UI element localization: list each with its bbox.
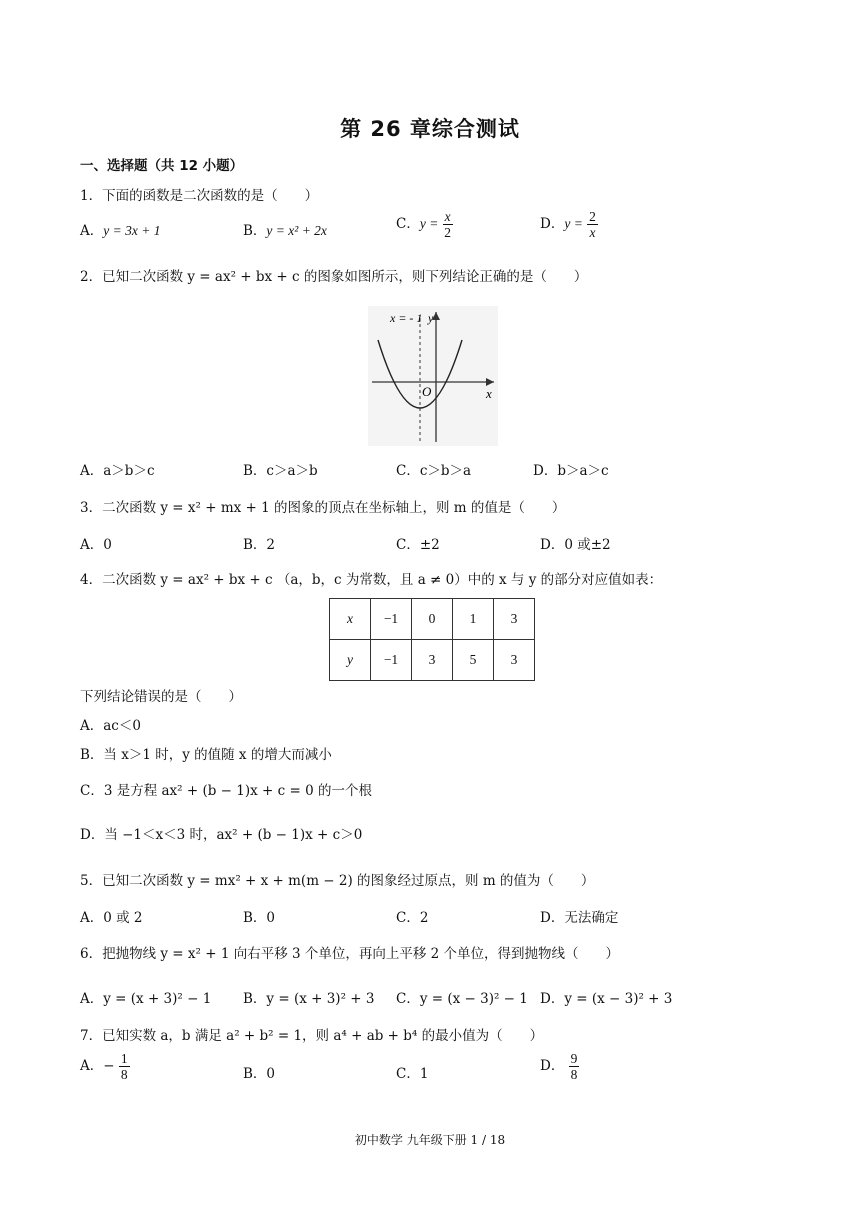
denominator: 8 <box>570 1067 578 1082</box>
question-3-stem: 3．二次函数 y = x² + mx + 1 的图象的顶点在坐标轴上，则 m 的值是（ ） <box>80 500 566 516</box>
q2-option-a: A．a＞b＞c <box>80 463 155 479</box>
table-cell: 1 <box>453 599 494 640</box>
x-axis-label: x <box>486 386 492 401</box>
fraction <box>569 1051 580 1082</box>
table-header-y: y <box>330 640 371 681</box>
q6-option-a: A．y = (x + 3)² − 1 <box>80 991 212 1007</box>
question-2-stem: 2．已知二次函数 y = ax² + bx + c 的图象如图所示，则下列结论正确的是（ ） <box>80 269 588 285</box>
numerator: x <box>444 209 451 224</box>
option-label: B． <box>243 223 267 239</box>
q2-option-c: C．c＞b＞a <box>396 463 472 479</box>
q5-option-d: D．无法确定 <box>540 910 619 926</box>
q3-option-a: A．0 <box>80 537 112 553</box>
q2-option-d: D．b＞a＞c <box>533 463 609 479</box>
figure-background <box>368 306 498 446</box>
q1-option-c <box>396 209 453 240</box>
table-cell: 3 <box>494 640 535 681</box>
numerator: 1 <box>120 1051 128 1066</box>
q4-option-b: B．当 x＞1 时，y 的值随 x 的增大而减小 <box>80 747 332 763</box>
option-label: D． <box>540 216 565 232</box>
table-row <box>330 599 535 640</box>
option-label: D． <box>540 1058 565 1074</box>
q3-option-c: C．±2 <box>396 537 440 553</box>
option-text: y = x² + 2x <box>266 223 327 238</box>
question-7-stem: 7．已知实数 a，b 满足 a² + b² = 1，则 a⁴ + ab + b⁴ 的最小值为（ ） <box>80 1028 544 1044</box>
q3-option-d: D．0 或±2 <box>540 537 611 553</box>
option-label: C． <box>396 216 420 232</box>
denominator: 2 <box>444 225 451 240</box>
table-cell: 5 <box>453 640 494 681</box>
option-label: A． <box>80 223 104 239</box>
option-prefix: y = <box>564 216 583 231</box>
table-row <box>330 640 535 681</box>
question-1-stem: 1．下面的函数是二次函数的是（ ） <box>80 188 319 204</box>
q6-option-c: C．y = (x − 3)² − 1 <box>396 991 528 1007</box>
parabola-figure <box>368 306 498 446</box>
fraction <box>119 1051 130 1082</box>
q7-option-c: C．1 <box>396 1066 429 1082</box>
option-label: A． <box>80 1058 104 1074</box>
q5-option-c: C．2 <box>396 910 429 926</box>
origin-label: O <box>422 384 432 399</box>
q4-option-c: C．3 是方程 ax² + (b − 1)x + c = 0 的一个根 <box>80 783 372 799</box>
q6-option-b: B．y = (x + 3)² + 3 <box>243 991 375 1007</box>
page-footer: 初中数学 九年级下册 1 / 18 <box>354 1133 506 1147</box>
q1-option-d <box>540 209 598 240</box>
y-axis-label: y <box>428 311 434 325</box>
table-header-x: x <box>330 599 371 640</box>
question-6-stem: 6．把抛物线 y = x² + 1 向右平移 3 个单位，再向上平移 2 个单位，得到抛物线（ ） <box>80 946 620 962</box>
q7-option-b: B．0 <box>243 1066 276 1082</box>
numerator: 2 <box>589 209 596 224</box>
option-text: y = 3x + 1 <box>103 223 161 238</box>
minus-sign: − <box>103 1058 115 1074</box>
q5-option-a: A．0 或 2 <box>80 910 143 926</box>
q7-option-d <box>540 1051 579 1082</box>
q2-option-b: B．c＞a＞b <box>243 463 318 479</box>
question-4-prompt: 下列结论错误的是（ ） <box>80 689 242 705</box>
q3-option-b: B．2 <box>243 537 276 553</box>
q6-option-d: D．y = (x − 3)² + 3 <box>540 991 673 1007</box>
denominator: 8 <box>120 1067 128 1082</box>
table-cell: 3 <box>494 599 535 640</box>
symmetry-label: x = - 1 <box>390 311 423 325</box>
value-table <box>329 598 535 681</box>
fraction <box>443 209 453 240</box>
q7-option-a <box>80 1051 130 1082</box>
q1-option-b <box>243 219 327 239</box>
numerator: 9 <box>570 1051 578 1066</box>
table-cell: 0 <box>412 599 453 640</box>
section-heading: 一、选择题（共 12 小题） <box>80 158 244 174</box>
q5-option-b: B．0 <box>243 910 276 926</box>
option-prefix: y = <box>419 216 439 231</box>
page-title: 第 26 章综合测试 <box>340 117 520 141</box>
table-cell: 3 <box>412 640 453 681</box>
question-5-stem: 5．已知二次函数 y = mx² + x + m(m − 2) 的图象经过原点，则 m 的值为（ ） <box>80 873 595 889</box>
q1-option-a <box>80 219 160 239</box>
q4-option-a: A．ac＜0 <box>80 718 141 734</box>
table-cell: −1 <box>371 640 412 681</box>
table-cell: −1 <box>371 599 412 640</box>
fraction <box>587 209 598 240</box>
denominator: x <box>589 225 596 240</box>
question-4-stem: 4．二次函数 y = ax² + bx + c （a，b，c 为常数，且 a ≠ 0）中的 x 与 y 的部分对应值如表： <box>80 572 663 588</box>
q4-option-d: D．当 −1＜x＜3 时，ax² + (b − 1)x + c＞0 <box>80 827 363 843</box>
